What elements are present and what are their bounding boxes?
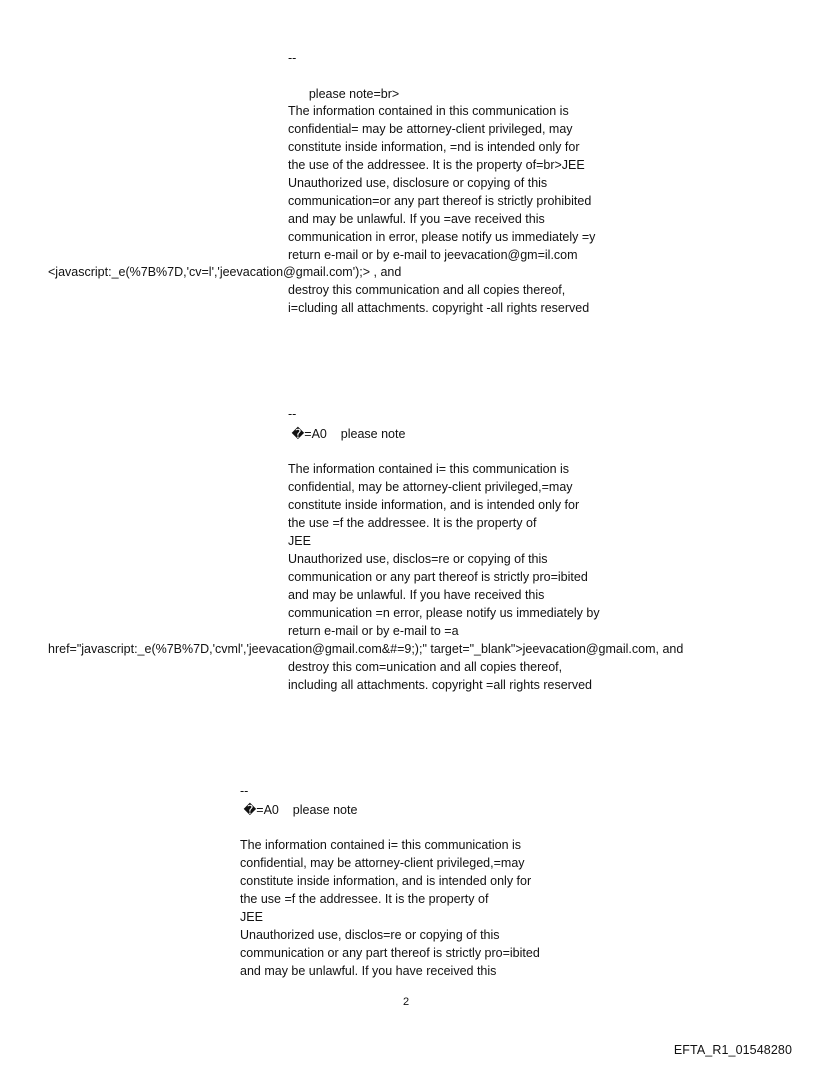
block2-line: including all attachments. copyright =all rights reserved <box>288 678 592 692</box>
block1-line: The information contained in this communication is <box>288 104 569 118</box>
block2-line: communication or any part thereof is strictly pro=ibited <box>288 570 588 584</box>
block2-line: constitute inside information, and is intended only for <box>288 498 580 512</box>
block3-line: communication or any part thereof is strictly pro=ibited <box>240 946 540 960</box>
block3-line: the use =f the addressee. It is the property of <box>240 892 489 906</box>
block3-line: confidential, may be attorney-client privileged,=may <box>240 856 525 870</box>
block1-line: and may be unlawful. If you =ave received this <box>288 212 545 226</box>
block3-line: and may be unlawful. If you have received this <box>240 964 497 978</box>
block2-line: The information contained i= this communication is <box>288 462 570 476</box>
block3-line: �=A0 please note <box>240 803 358 817</box>
block3-line: The information contained i= this communication is <box>240 838 522 852</box>
block2-line: communication =n error, please notify us immediately by <box>288 606 600 620</box>
block1-line: the use of the addressee. It is the property of=br>JEE <box>288 158 585 172</box>
block2-line: the use =f the addressee. It is the property of <box>288 516 537 530</box>
block1-line: -- <box>288 51 297 65</box>
block3-line: -- <box>240 784 249 798</box>
block3-line: Unauthorized use, disclos=re or copying of this <box>240 928 500 942</box>
page-number: 2 <box>403 996 410 1008</box>
block1-line: confidential= may be attorney-client privileged, may <box>288 122 573 136</box>
block1-line: return e-mail or by e-mail to jeevacation@gm=il.com <box>288 248 578 262</box>
block1-line: destroy this communication and all copies thereof, <box>288 283 566 297</box>
block2-line: return e-mail or by e-mail to =a <box>288 624 459 638</box>
block3-line: constitute inside information, and is intended only for <box>240 874 532 888</box>
block3-line: JEE <box>240 910 263 924</box>
block1-javascript-link-line: <javascript:_e(%7B%7D,'cv=l','jeevacation@gmail.com');> , and <box>48 265 402 279</box>
block2-line: �=A0 please note <box>288 427 406 441</box>
block2-line: confidential, may be attorney-client privileged,=may <box>288 480 573 494</box>
block2-line: -- <box>288 407 297 421</box>
block2-line: Unauthorized use, disclos=re or copying of this <box>288 552 548 566</box>
block2-line: JEE <box>288 534 311 548</box>
block1-line: constitute inside information, =nd is intended only for <box>288 140 580 154</box>
document-id: EFTA_R1_01548280 <box>673 1043 792 1057</box>
block1-line: communication=or any part thereof is strictly prohibited <box>288 194 592 208</box>
block1-line: Unauthorized use, disclosure or copying of this <box>288 176 548 190</box>
block2-line: and may be unlawful. If you have received this <box>288 588 545 602</box>
block1-line: please note=br> <box>288 87 400 101</box>
block2-href-line: href="javascript:_e(%7B%7D,'cvml','jeevacation@gmail.com&#=9;);" target="_blank">jeevacation@gmail.com, and <box>48 642 684 656</box>
block2-line: destroy this com=unication and all copies thereof, <box>288 660 563 674</box>
block1-line: i=cluding all attachments. copyright -all rights reserved <box>288 301 590 315</box>
block1-line: communication in error, please notify us immediately =y <box>288 230 596 244</box>
